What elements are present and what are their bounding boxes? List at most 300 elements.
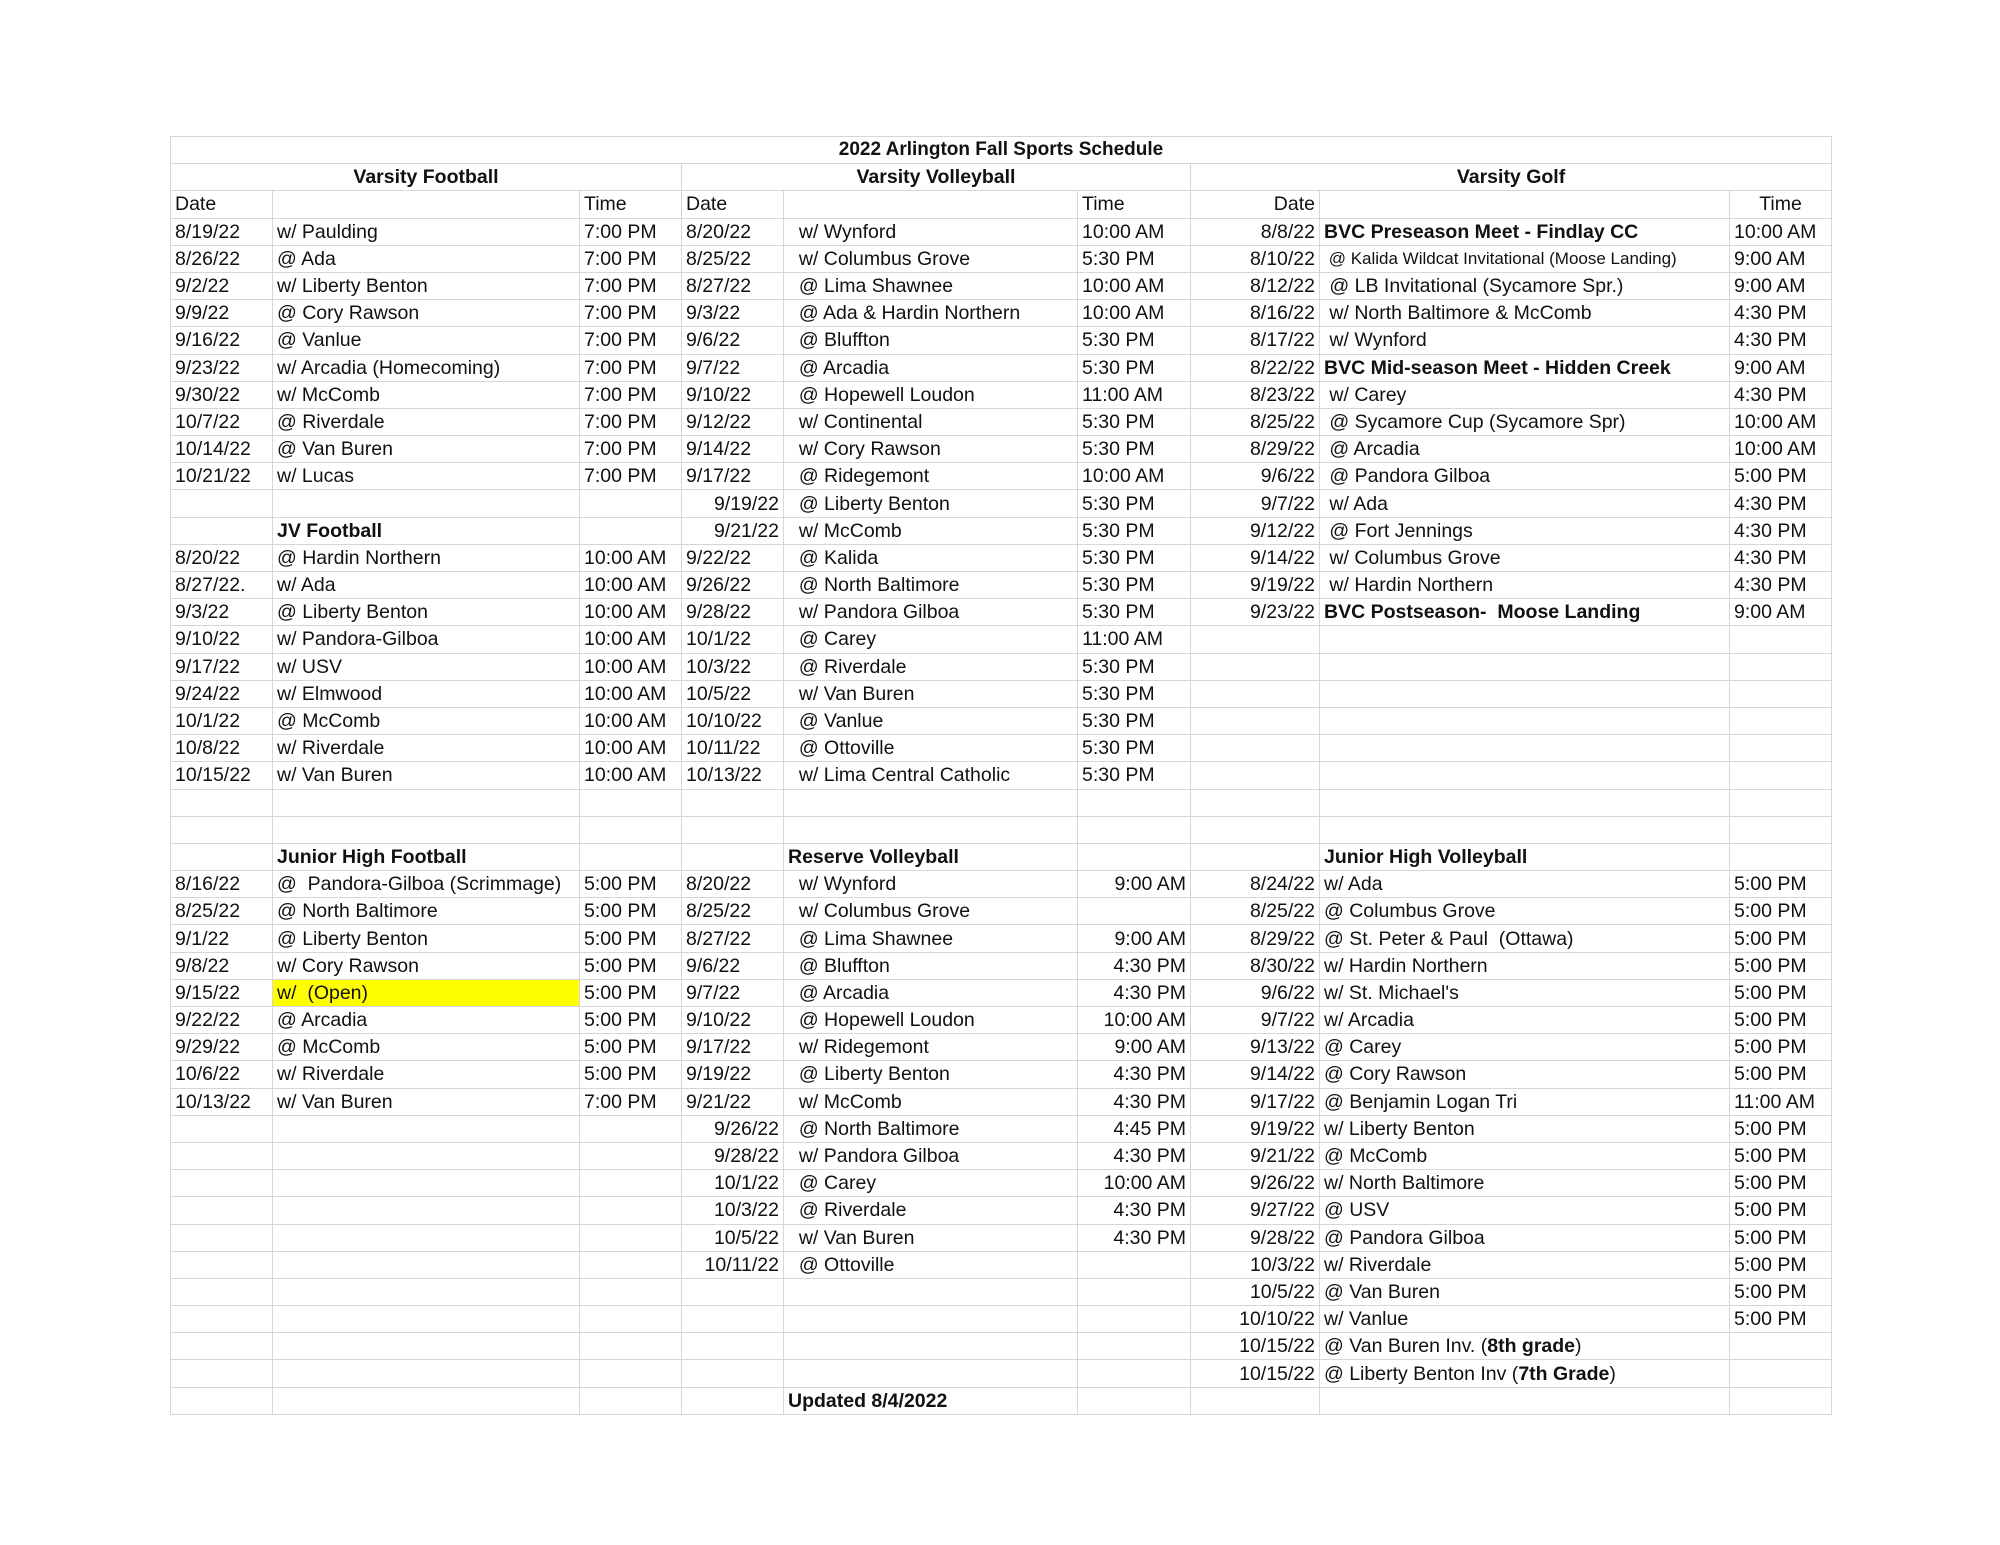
table-cell	[784, 653, 1078, 680]
cell-text: w/ Cory Rawson	[277, 954, 419, 977]
cell-text: 8/16/22	[1249, 302, 1315, 325]
table-row	[171, 436, 1832, 463]
cell-text: w/ Wynford	[788, 873, 897, 896]
table-cell	[1078, 191, 1191, 218]
cell-text: 9/24/22	[175, 682, 241, 705]
table-cell	[273, 463, 580, 490]
table-cell	[580, 599, 682, 626]
table-cell	[580, 1034, 682, 1061]
cell-text: 10:00 AM	[1734, 438, 1817, 461]
cell-text: 8/25/22	[686, 247, 752, 270]
cell-text: w/ Lima Central Catholic	[788, 764, 1011, 787]
cell-text: w/ Liberty Benton	[1324, 1117, 1475, 1140]
cell-text: w/ Columbus Grove	[1324, 546, 1501, 569]
cell-text: @ North Baltimore	[788, 1117, 960, 1140]
table-cell	[1320, 327, 1730, 354]
table-cell	[273, 354, 580, 381]
cell-text: w/ Riverdale	[277, 1063, 385, 1086]
table-cell	[171, 1034, 273, 1061]
table-cell	[273, 327, 580, 354]
table-cell	[1078, 300, 1191, 327]
table-cell	[682, 871, 784, 898]
table-cell	[580, 218, 682, 245]
cell-text: 5:30 PM	[1082, 546, 1155, 569]
cell-text: 10/15/22	[1239, 1362, 1315, 1385]
table-cell	[682, 952, 784, 979]
table-cell	[682, 436, 784, 463]
table-cell	[682, 463, 784, 490]
table-row	[171, 300, 1832, 327]
cell-text-suffix: )	[1575, 1335, 1582, 1358]
table-cell	[682, 1170, 784, 1197]
cell-text: 9/3/22	[175, 601, 230, 624]
table-row	[171, 626, 1832, 653]
table-cell	[682, 354, 784, 381]
cell-text: 9/7/22	[1260, 492, 1315, 515]
table-cell	[1320, 218, 1730, 245]
table-cell	[171, 626, 273, 653]
table-row	[171, 517, 1832, 544]
cell-text: @ Liberty Benton	[788, 1063, 950, 1086]
table-cell	[784, 1197, 1078, 1224]
table-cell	[1078, 626, 1191, 653]
table-cell	[1320, 1333, 1730, 1360]
cell-text: w/ Hardin Northern	[1324, 954, 1488, 977]
table-cell	[1320, 1034, 1730, 1061]
cell-text: @ Hardin Northern	[277, 546, 441, 569]
cell-text: 10/21/22	[175, 465, 251, 488]
cell-text: 5:00 PM	[1734, 1308, 1807, 1331]
cell-text: 9/17/22	[686, 465, 752, 488]
cell-text: Time	[1082, 193, 1125, 216]
table-cell	[171, 1061, 273, 1088]
table-cell	[273, 1088, 580, 1115]
cell-text: w/ Arcadia (Homecoming)	[277, 356, 501, 379]
table-cell	[1191, 300, 1320, 327]
cell-text: Time	[584, 193, 627, 216]
cell-text: 9/7/22	[686, 356, 741, 379]
cell-text: 9/19/22	[1249, 1117, 1315, 1140]
table-row	[171, 1034, 1832, 1061]
table-cell	[784, 1251, 1078, 1278]
cell-text: 10/13/22	[175, 1090, 251, 1113]
table-cell	[682, 1197, 784, 1224]
table-cell	[784, 1224, 1078, 1251]
table-cell	[1191, 1061, 1320, 1088]
table-cell	[580, 1224, 682, 1251]
table-cell	[171, 191, 273, 218]
table-cell	[1191, 653, 1320, 680]
cell-text: 10/11/22	[686, 737, 761, 760]
table-cell	[171, 572, 273, 599]
table-cell	[784, 544, 1078, 571]
table-cell	[1320, 1360, 1730, 1387]
table-cell	[682, 1278, 784, 1305]
table-cell	[784, 436, 1078, 463]
table-row	[171, 463, 1832, 490]
table-cell	[1191, 871, 1320, 898]
table-cell	[1191, 218, 1320, 245]
cell-text: 9/22/22	[686, 546, 752, 569]
cell-text: 9/14/22	[1249, 546, 1315, 569]
cell-text: 5:00 PM	[1734, 1280, 1807, 1303]
table-cell	[682, 300, 784, 327]
cell-text: @ Ridegemont	[788, 465, 930, 488]
table-cell	[580, 707, 682, 734]
table-row	[171, 1224, 1832, 1251]
cell-text: 9/23/22	[1249, 601, 1315, 624]
table-row	[171, 707, 1832, 734]
table-row	[171, 572, 1832, 599]
table-row	[171, 272, 1832, 299]
cell-text: 10:00 AM	[584, 655, 667, 678]
cell-text-suffix: )	[1609, 1362, 1616, 1385]
table-row	[171, 735, 1832, 762]
table-cell	[1320, 979, 1730, 1006]
cell-text: 5:00 PM	[1734, 1117, 1807, 1140]
cell-text: 4:30 PM	[1734, 574, 1807, 597]
table-cell	[1191, 1251, 1320, 1278]
table-cell	[1078, 898, 1191, 925]
table-cell	[1320, 1306, 1730, 1333]
table-cell	[171, 599, 273, 626]
table-cell	[784, 1387, 1078, 1414]
cell-text: 9/30/22	[175, 383, 241, 406]
table-row	[171, 680, 1832, 707]
table-cell	[1730, 300, 1832, 327]
cell-text: 8/20/22	[175, 546, 241, 569]
cell-text: 7:00 PM	[584, 302, 657, 325]
cell-text: w/ Van Buren	[277, 1090, 393, 1113]
table-cell	[1191, 1333, 1320, 1360]
cell-text: 11:00 AM	[1082, 383, 1163, 406]
cell-text: 7:00 PM	[584, 1090, 657, 1113]
cell-text: 7:00 PM	[584, 356, 657, 379]
table-cell	[171, 354, 273, 381]
table-cell	[273, 300, 580, 327]
cell-text: 8/29/22	[1249, 438, 1315, 461]
cell-text: 10/5/22	[1249, 1280, 1315, 1303]
cell-text: w/ Carey	[1324, 383, 1407, 406]
table-cell	[580, 354, 682, 381]
table-cell	[682, 1034, 784, 1061]
table-cell	[1730, 544, 1832, 571]
table-cell	[580, 517, 682, 544]
table-cell	[1320, 544, 1730, 571]
cell-text: 7:00 PM	[584, 220, 657, 243]
table-cell	[682, 1306, 784, 1333]
table-cell	[1078, 1251, 1191, 1278]
table-cell	[1730, 1088, 1832, 1115]
table-row	[171, 816, 1832, 843]
cell-text: 4:30 PM	[1113, 1226, 1186, 1249]
table-cell	[171, 1115, 273, 1142]
cell-text: 10:00 AM	[584, 601, 667, 624]
cell-text: 9/26/22	[686, 574, 752, 597]
table-cell	[1191, 1360, 1320, 1387]
table-cell	[1078, 245, 1191, 272]
table-cell	[682, 191, 784, 218]
table-cell	[171, 789, 273, 816]
table-cell	[682, 381, 784, 408]
table-cell	[1730, 1387, 1832, 1414]
table-cell	[171, 1224, 273, 1251]
table-row	[171, 245, 1832, 272]
table-cell	[580, 871, 682, 898]
cell-text: 7:00 PM	[584, 465, 657, 488]
table-cell	[171, 871, 273, 898]
table-cell	[580, 327, 682, 354]
cell-text: w/ Columbus Grove	[788, 900, 971, 923]
table-cell	[1730, 1034, 1832, 1061]
table-cell	[1320, 1142, 1730, 1169]
cell-text: 9/19/22	[713, 492, 779, 515]
table-cell	[171, 1387, 273, 1414]
table-cell	[1191, 408, 1320, 435]
cell-text: 5:30 PM	[1082, 519, 1155, 542]
table-cell	[273, 952, 580, 979]
table-cell	[1320, 653, 1730, 680]
table-cell	[273, 816, 580, 843]
table-cell	[273, 1170, 580, 1197]
table-cell	[1191, 979, 1320, 1006]
table-cell	[1320, 381, 1730, 408]
table-cell	[784, 1170, 1078, 1197]
cell-text: w/ Riverdale	[1324, 1253, 1432, 1276]
table-cell	[273, 1115, 580, 1142]
cell-text: 8/22/22	[1249, 356, 1315, 379]
table-cell	[273, 843, 580, 870]
table-cell	[1191, 517, 1320, 544]
cell-text: 9/7/22	[1260, 1009, 1315, 1032]
table-cell	[682, 707, 784, 734]
table-cell	[784, 218, 1078, 245]
table-cell	[171, 680, 273, 707]
schedule-table	[170, 136, 1832, 1415]
cell-text: 5:30 PM	[1082, 329, 1155, 352]
table-cell	[171, 1142, 273, 1169]
table-cell	[273, 1333, 580, 1360]
cell-text: 9/12/22	[1249, 519, 1315, 542]
cell-text: 9/29/22	[175, 1036, 241, 1059]
cell-text: 5:30 PM	[1082, 601, 1155, 624]
table-cell	[580, 653, 682, 680]
table-cell	[273, 544, 580, 571]
table-cell	[1078, 218, 1191, 245]
table-cell	[1320, 1387, 1730, 1414]
table-cell	[1730, 327, 1832, 354]
table-cell	[580, 843, 682, 870]
table-cell	[1191, 272, 1320, 299]
cell-text: Updated 8/4/2022	[788, 1389, 948, 1412]
table-row	[171, 1278, 1832, 1305]
table-cell	[580, 1088, 682, 1115]
cell-text: 5:00 PM	[1734, 1253, 1807, 1276]
cell-text: @ Hopewell Loudon	[788, 1009, 975, 1032]
table-cell	[1320, 572, 1730, 599]
table-cell	[1730, 816, 1832, 843]
table-cell	[580, 898, 682, 925]
table-cell	[273, 789, 580, 816]
table-cell	[1320, 1061, 1730, 1088]
table-cell	[171, 381, 273, 408]
table-cell	[1191, 816, 1320, 843]
table-row	[171, 925, 1832, 952]
cell-text: 4:30 PM	[1113, 1199, 1186, 1222]
table-cell	[1730, 1197, 1832, 1224]
table-cell	[682, 490, 784, 517]
cell-text: 10:00 AM	[584, 710, 667, 733]
table-cell	[1078, 979, 1191, 1006]
table-cell	[580, 1197, 682, 1224]
cell-text: 8/29/22	[1249, 927, 1315, 950]
cell-text: 10/6/22	[175, 1063, 241, 1086]
table-cell	[1730, 599, 1832, 626]
table-cell	[1191, 789, 1320, 816]
cell-text: 7:00 PM	[584, 383, 657, 406]
cell-text: 5:00 PM	[584, 873, 657, 896]
cell-text: 4:30 PM	[1113, 954, 1186, 977]
cell-text: 8/10/22	[1249, 247, 1315, 270]
table-cell	[580, 1278, 682, 1305]
table-cell	[580, 680, 682, 707]
cell-text: @ Van Buren	[277, 438, 393, 461]
cell-text: 8/25/22	[686, 900, 752, 923]
cell-text: 9/17/22	[1249, 1090, 1315, 1113]
cell-text: @ Hopewell Loudon	[788, 383, 975, 406]
table-cell	[1078, 1197, 1191, 1224]
cell-text: @ Vanlue	[788, 710, 884, 733]
table-row	[171, 762, 1832, 789]
table-row	[171, 1088, 1832, 1115]
table-cell	[784, 1034, 1078, 1061]
cell-text: 9/14/22	[686, 438, 752, 461]
cell-text: w/ Liberty Benton	[277, 275, 428, 298]
table-row	[171, 544, 1832, 571]
table-cell	[1730, 1170, 1832, 1197]
table-cell	[580, 1333, 682, 1360]
table-cell	[1730, 490, 1832, 517]
cell-text: @ Liberty Benton	[277, 927, 428, 950]
cell-text: 4:30 PM	[1113, 1063, 1186, 1086]
table-cell	[171, 436, 273, 463]
table-cell	[682, 925, 784, 952]
table-cell	[273, 898, 580, 925]
table-cell	[784, 707, 1078, 734]
table-cell	[784, 762, 1078, 789]
cell-text: 9:00 AM	[1114, 927, 1186, 950]
cell-text: 9:00 AM	[1734, 601, 1806, 624]
cell-text: 9/17/22	[175, 655, 241, 678]
table-cell	[1191, 735, 1320, 762]
cell-text: w/ McComb	[277, 383, 380, 406]
cell-text: 10/15/22	[1239, 1335, 1315, 1358]
table-cell	[1730, 1224, 1832, 1251]
table-cell	[171, 1278, 273, 1305]
cell-text: Junior High Football	[277, 845, 467, 868]
table-cell	[580, 816, 682, 843]
table-cell	[682, 245, 784, 272]
table-cell	[1191, 599, 1320, 626]
cell-text: 10/15/22	[175, 764, 251, 787]
cell-text: 10/10/22	[1239, 1308, 1315, 1331]
cell-text: 9/9/22	[175, 302, 230, 325]
table-cell	[1191, 680, 1320, 707]
table-cell	[1320, 816, 1730, 843]
cell-text: 10:00 AM	[584, 737, 667, 760]
table-cell	[1078, 816, 1191, 843]
table-cell	[1078, 599, 1191, 626]
cell-text: w/ Columbus Grove	[788, 247, 971, 270]
table-cell	[1078, 871, 1191, 898]
cell-text: @ Riverdale	[788, 655, 907, 678]
cell-text: 9/3/22	[686, 302, 741, 325]
cell-text: 9/6/22	[686, 954, 741, 977]
table-cell	[1191, 626, 1320, 653]
table-row	[171, 218, 1832, 245]
cell-text: @ Cory Rawson	[1324, 1063, 1467, 1086]
table-cell	[784, 1306, 1078, 1333]
cell-text: 9/26/22	[1249, 1172, 1315, 1195]
cell-bold-text: 7th Grade	[1518, 1362, 1610, 1385]
cell-text: @ Riverdale	[788, 1199, 907, 1222]
table-cell	[1320, 436, 1730, 463]
table-cell	[1730, 925, 1832, 952]
cell-text: 9/27/22	[1249, 1199, 1315, 1222]
table-cell	[273, 272, 580, 299]
table-cell	[580, 925, 682, 952]
table-cell	[682, 1088, 784, 1115]
cell-text: @ Van Buren Inv. (	[1324, 1335, 1488, 1358]
table-cell	[273, 653, 580, 680]
cell-text: 9/26/22	[713, 1117, 779, 1140]
table-cell	[1078, 1007, 1191, 1034]
table-cell	[1730, 1306, 1832, 1333]
cell-text: 10/3/22	[686, 655, 752, 678]
table-cell	[784, 1088, 1078, 1115]
cell-text: 8/8/22	[1260, 220, 1315, 243]
cell-text: 5:00 PM	[1734, 1036, 1807, 1059]
cell-text: 9/28/22	[686, 601, 752, 624]
cell-text: 5:30 PM	[1082, 655, 1155, 678]
table-cell	[1320, 1115, 1730, 1142]
table-cell	[784, 245, 1078, 272]
cell-text: 5:00 PM	[1734, 1199, 1807, 1222]
table-cell	[784, 300, 1078, 327]
cell-text: 10:00 AM	[1103, 1172, 1186, 1195]
table-cell	[784, 1115, 1078, 1142]
cell-text: @ McComb	[277, 710, 381, 733]
cell-text: 9/8/22	[175, 954, 230, 977]
table-cell	[580, 245, 682, 272]
table-cell	[1320, 245, 1730, 272]
cell-text: 9/6/22	[1260, 465, 1315, 488]
cell-text: 11:00 AM	[1734, 1090, 1815, 1113]
table-cell	[580, 735, 682, 762]
cell-text: 8/27/22.	[175, 574, 246, 597]
cell-text: 8/20/22	[686, 220, 752, 243]
table-cell	[1078, 272, 1191, 299]
table-cell	[1078, 843, 1191, 870]
table-cell	[1320, 735, 1730, 762]
cell-text: 4:45 PM	[1113, 1117, 1186, 1140]
table-cell	[273, 735, 580, 762]
cell-text: 7:00 PM	[584, 275, 657, 298]
table-cell	[273, 707, 580, 734]
table-cell	[580, 272, 682, 299]
cell-text: @ McComb	[277, 1036, 381, 1059]
table-row	[171, 408, 1832, 435]
